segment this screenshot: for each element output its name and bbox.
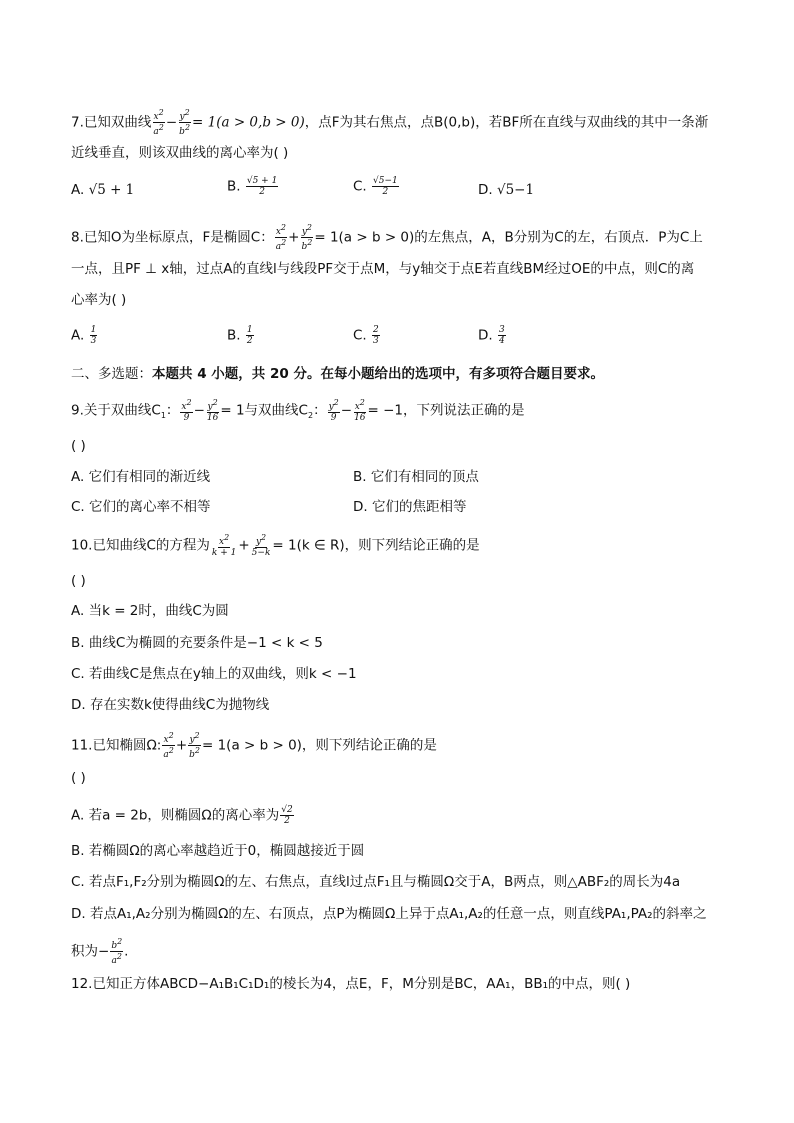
q11-option-d-line2: 积为− $\frac{b^2}{a^2}$ . xyxy=(71,937,129,966)
q7-stem-line2 xyxy=(71,143,288,163)
q8-stem-line3 xyxy=(71,290,126,310)
q11-stem-line1: 11.已知椭圆Ω: $\frac{x^2}{a^2}$ + $\frac{y^2}{b^2}$ = 1(a > b > 0)，则下列结论正确的是 xyxy=(71,731,437,760)
q7-option-c: C. $\frac{√5-1}{2}$ xyxy=(353,176,398,197)
q11-option-b: B. 若椭圆Ω的离心率越趋近于0，椭圆越接近于圆 xyxy=(71,843,365,859)
q10-paren: ( ) xyxy=(71,573,86,589)
section-heading: 二、多选题：本题共 4 小题，共 20 分。在每小题给出的选项中，有多项符合题目要求。 xyxy=(71,366,604,382)
q11-option-d-line1: D. 若点A₁,A₂分别为椭圆Ω的左、右顶点，点P为椭圆Ω上异于点A₁,A₂的任意一点，则直线PA₁,PA₂的斜率之 xyxy=(71,906,707,922)
q7-frac-x: $\frac{x^2}{a^2}$ xyxy=(153,108,164,137)
q8-stem-a: 8.已知O为坐标原点，F是椭圆C： xyxy=(71,229,274,246)
q7-stem-c: 近线垂直，则该双曲线的离心率为( ) xyxy=(71,145,289,161)
q8-option-d: D. $\frac{3}{4}$ xyxy=(478,325,505,346)
q7-stem-b: ，点F为其右焦点，点B(0,b)，若BF所在直线与双曲线的其中一条渐 xyxy=(304,114,709,131)
q10-option-d: D. 存在实数k使得曲线C为抛物线 xyxy=(71,697,270,713)
q8-stem-c: 一点，且PF ⊥ x轴，过点A的直线l与线段PF交于点M，与y轴交于点E若直线BM经过OE的中点，则C的离 xyxy=(71,261,695,277)
q8-stem-line2 xyxy=(71,259,694,279)
q7-eq-tail: = 1(a > 0,b > 0) xyxy=(192,114,305,131)
q8-stem-b: = 1(a > b > 0)的左焦点，A，B分别为C的左，右顶点．P为C上 xyxy=(314,229,703,246)
q9-option-b: B. 它们有相同的顶点 xyxy=(353,469,479,485)
q7-frac-y: $\frac{y^2}{b^2}$ xyxy=(179,108,191,137)
q8-option-c: C. $\frac{2}{3}$ xyxy=(353,325,379,346)
q9-option-c: C. 它们的离心率不相等 xyxy=(71,499,211,515)
q9-option-a: A. 它们有相同的渐近线 xyxy=(71,469,211,485)
q10-option-a: A. 当k = 2时，曲线C为圆 xyxy=(71,603,229,619)
q7-stem-a: 7.已知双曲线 xyxy=(71,114,152,131)
q7-option-d: D. √5−1 xyxy=(478,182,535,198)
q9-stem-line1: 9.关于双曲线$C_1$： $\frac{x^2}{9}$ − $\frac{y^2}{16}$ = 1与双曲线$C_2$： $\frac{y^2}{9}$ − $\frac{x^2}{16}$ = −1，下列说法正确的是 xyxy=(71,398,525,423)
q12-stem: 12.已知正方体ABCD−A₁B₁C₁D₁的棱长为4，点E，F，M分别是BC，AA₁，BB₁的中点，则( ) xyxy=(71,976,631,992)
q11-option-c: C. 若点F₁,F₂分别为椭圆Ω的左、右焦点，直线l过点F₁且与椭圆Ω交于A，B两点，则△ABF₂的周长为4a xyxy=(71,874,681,890)
q9-option-d: D. 它们的焦距相等 xyxy=(353,499,467,515)
q11-option-a: A. 若a = 2b，则椭圆Ω的离心率为 $\frac{√2}{2}$ xyxy=(71,805,293,826)
q10-option-c: C. 若曲线C是焦点在y轴上的双曲线，则k < −1 xyxy=(71,666,357,682)
q8-option-b: B. $\frac{1}{2}$ xyxy=(227,325,253,346)
q10-stem-line1: 10.已知曲线C的方程为 $\frac{x^2}{k + 1}$ + $\frac{y^2}{5-k}$ = 1(k ∈ R)，则下列结论正确的是 xyxy=(71,533,480,558)
q7-option-b: B. $\frac{√5 + 1}{2}$ xyxy=(227,176,278,197)
q7-option-a: A. √5 + 1 xyxy=(71,182,135,198)
q10-option-b: B. 曲线C为椭圆的充要条件是−1 < k < 5 xyxy=(71,635,323,651)
q8-stem-d: 心率为( ) xyxy=(71,292,127,308)
q8-stem-line1: 8.已知O为坐标原点，F是椭圆C： $\frac{x^2}{a^2}$ + $\frac{y^2}{b^2}$ = 1(a > b > 0)的左焦点，A，B分别为C的左，右顶点．P为C上 xyxy=(71,223,703,252)
q8-option-a: A. $\frac{1}{3}$ xyxy=(71,325,97,346)
q11-paren: ( ) xyxy=(71,770,86,786)
q7-stem-line1: 7.已知双曲线 $\frac{x^2}{a^2}$ − $\frac{y^2}{b^2}$ = 1(a > 0,b > 0)，点F为其右焦点，点B(0,b)，若BF所在直线与双曲线的其中一条渐 xyxy=(71,108,709,137)
q9-paren: ( ) xyxy=(71,438,86,454)
